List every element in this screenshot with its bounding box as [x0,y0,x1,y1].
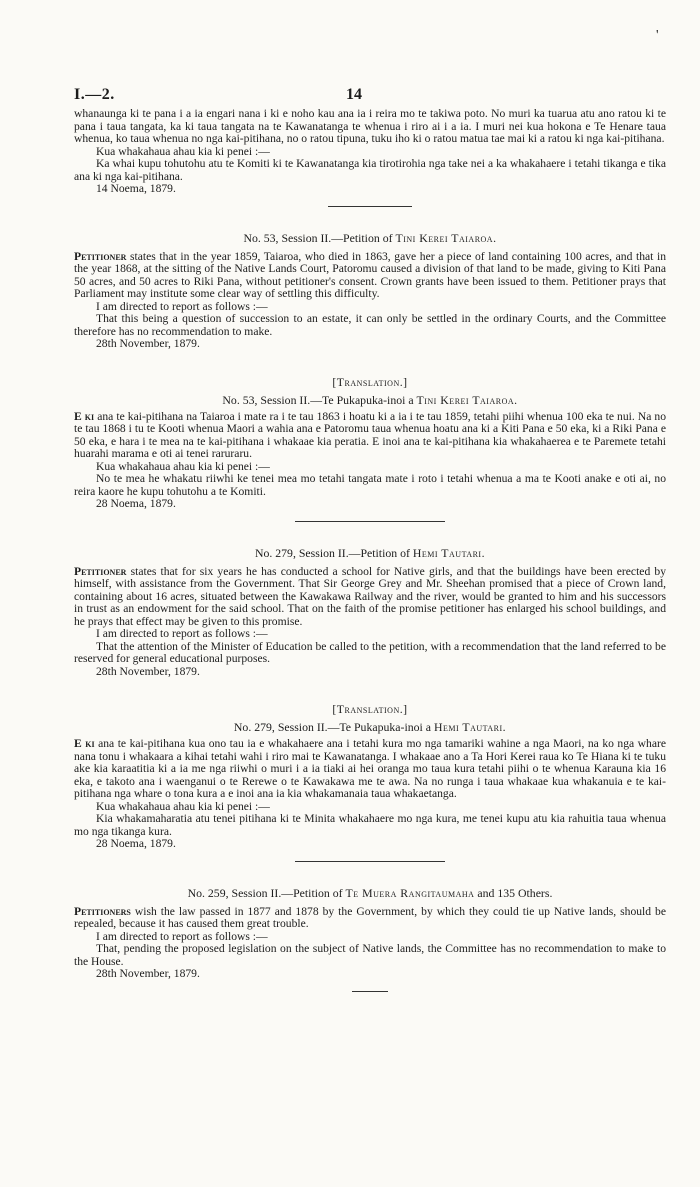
petition-translation [74,375,666,511]
petition-title: No. 279, Session II.—Te Pukapuka-inoi a Hemi Tautari. [233,720,507,734]
translation-label: [Translation.] [332,702,408,716]
petition-report: That this being a question of succession to an estate, it can only be settled in the ordinary Courts, and the Committee therefore has no recommendation to make. [74,312,666,338]
document-page [74,60,666,992]
intro-directed: Kua whakahaua ahau kia ki penei :— [96,144,270,158]
petition-report: No te mea he whakatu riiwhi ke tenei mea mo tetahi tangata mate i roto i tetahi whenua a ma te Kooti anake e oti ai, no reira kaore he kupu tohutohu a te Komiti. [74,472,666,498]
petition-entry [74,546,666,679]
intro-recommendation: Ka whai kupu tohutohu atu te Komiti ki te Kawanatanga kia tirotirohia nga take nei a ka whakahaere i tetahi tikanga e tika ana ki nga kai-pitihana. [74,157,666,183]
petition-body: E ki ana te kai-pitihana kua ono tau ia e whakahaere ana i tetahi kura mo nga tamariki wahine a nga Maori, na ko nga whare nana tonu i whakaara a kihai tetahi wahi i riro mai te Kawanatanga. I whakaae ano a Ta Hori Kerei raua ko Te Hiana ki te tuku ake kia karaatitia ki a ia me nga riiwhi o muri i a ia tiaki ai hei oranga mo taua kura tetahi piihi o te whenua Karauna kia 16 eka, e takoto ana i waenganui o te Rerewe o te Kawakawa me te awa. Na no runga i taua whakaae kua whakanuia e te kai-pitihana nga whare o tona kura a e inoi ana ia kia whakamanaia taua whakaetanga. [74,737,667,800]
petition-date: 28th November, 1879. [96,337,200,350]
petition-entry [74,231,666,351]
corner-mark: ' [656,28,659,43]
page-header [74,60,666,108]
petition-report: That, pending the proposed legislation on the subject of Native lands, the Committee has no recommendation to make to the House. [74,942,666,968]
petition-directed: Kua whakahaua ahau kia ki penei :— [96,799,270,813]
petition-title: No. 279, Session II.—Petition of Hemi Tautari. [254,545,486,560]
petition-entry [74,886,666,981]
translation-label: [Translation.] [332,374,408,389]
end-divider [352,991,388,992]
intro-date: 14 Noema, 1879. [96,182,176,195]
petition-title: No. 53, Session II.—Petition of Tini Kerei Taiaroa. [243,230,497,245]
petition-translation [74,702,666,851]
petition-body: Petitioner states that for six years he has conducted a school for Native girls, and that the buildings have been erected by himself, with assistance from the Government. That Sir George Grey and Mr. Sheehan promised that a piece of Crown land, containing about 16 acres, situated between the Kawakawa Railway and the river, would be granted to him and his successors in trust as an endowment for the said school. That on the faith of the promise petitioner has enlarged his school buildings, and he prays that effect may be given to this promise. [74,564,666,628]
petition-directed: Kua whakahaua ahau kia ki penei :— [96,459,270,473]
petition-title: No. 259, Session II.—Petition of Te Muera Rangitaumaha and 135 Others. [187,885,553,900]
petition-directed: I am directed to report as follows :— [96,627,268,640]
intro-paragraph: whanaunga ki te pana i a ia engari nana i ki e noho kau ana ia i reira mo te takiwa poto. No muri ka tuarua atu ano ratou ki te pana i taua tangata, ka ki taua tangata na te Kawanatanga te whenua i riro ai i a ia. I muri nei kua hokona e Te Henare taua whenua, ko taua whenua no nga kai-pitihana, no o ratou tipuna, tuku iho ki o ratou matua tae mai ki a ratou ki nga kai-pitihana. [74,107,666,145]
petition-date: 28 Noema, 1879. [96,837,176,850]
petition-date: 28 Noema, 1879. [96,497,176,510]
petition-directed: I am directed to report as follows :— [96,929,268,943]
intro-section [74,108,666,196]
petition-body: Petitioner states that in the year 1859, Taiaroa, who died in 1863, gave her a piece of land containing 100 acres, and that in the year 1868, at the sitting of the Native Lands Court, Patoromu caused a division of that land to be made, giving to Kiti Pana 50 acres, and 50 acres to Riki Pana, without petitioner's consent. Crown grants have been issued to them. Petitioner prays that Parliament may institute some clear way of settling this difficulty. [74,249,666,300]
document-reference: I.—2. [74,86,115,103]
page-number: 14 [346,86,362,103]
petition-report: That the attention of the Minister of Education be called to the petition, with a recommendation that the land referred to be reserved for general educational purposes. [74,639,666,665]
petition-body: Petitioners wish the law passed in 1877 and 1878 by the Government, by which they could tie up Native lands, should be repealed, because it has caused them great trouble. [74,904,666,930]
petition-body: E ki ana te kai-pitihana na Taiaroa i mate ra i te tau 1863 i hoatu ki a ia i te tau 1859, tetahi piihi whenua 100 eka te nui. Na no te tau 1868 i tu te Kooti whenua Maori a wahia ana e Patoromu taua whenua hoatu ana ki a Kiti Pana e 50 eka, ki a Riki Pana e 50 eka, e hara i te mea na te kai-pitihana i whakaae kia peratia. E inoi ana te kai-pitihana kia whakahaerea e te Paremete tetahi huarahi marama e oti ai tenei raruraru. [74,409,666,460]
petition-report: Kia whakamaharatia atu tenei pitihana ki te Minita whakahaere mo nga kura, me tenei kupu atu kia rahuitia taua whenua mo nga tikanga kura. [74,812,666,838]
petition-date: 28th November, 1879. [96,967,200,980]
petition-directed: I am directed to report as follows :— [96,299,268,313]
petition-date: 28th November, 1879. [96,664,200,678]
petition-title: No. 53, Session II.—Te Pukapuka-inoi a Tini Kerei Taiaroa. [222,392,518,407]
